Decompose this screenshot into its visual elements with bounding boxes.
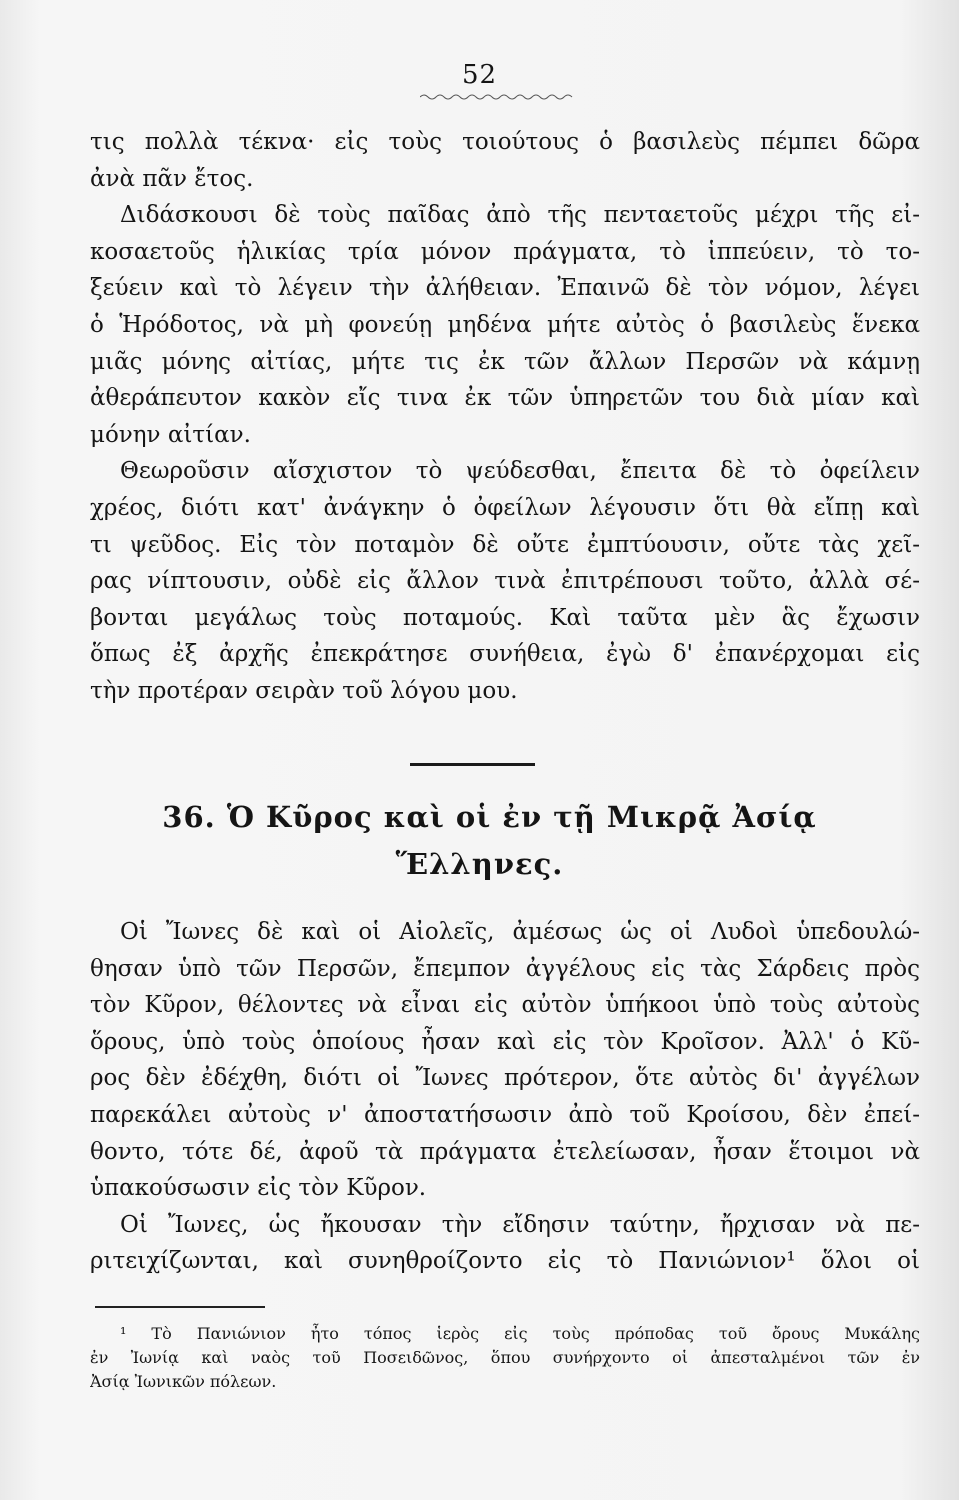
text-line: ρας νίπτουσιν, οὐδὲ εἰς ἄλλον τινὰ ἐπιτρέπουσι τοῦτο, ἀλλὰ σέ- — [90, 568, 920, 595]
text-line: ὅπως ἐξ ἀρχῆς ἐπεκράτησε συνήθεια, ἐγὼ δ' ἐπανέρχομαι εἰς — [90, 641, 920, 668]
text-line: ὁ Ἡρόδοτος, νὰ μὴ φονεύῃ μηδένα μήτε αὐτὸς ὁ βασιλεὺς ἕνεκα — [90, 311, 920, 338]
text-line: ἀνὰ πᾶν ἔτος. — [90, 165, 254, 192]
text-line: κοσαετοῦς ἡλικίας τρία μόνον πράγματα, τὸ ἱππεύειν, τὸ το- — [90, 238, 920, 265]
text-line: τὸν Κῦρον, θέλοντες νὰ εἶναι εἰς αὐτὸν ὑπήκοοι ὑπὸ τοὺς αὐτοὺς — [90, 992, 920, 1019]
section-heading: 36. Ὁ Κῦρος καὶ οἱ ἐν τῇ Μικρᾷ Ἀσίᾳ — [162, 800, 817, 834]
text-line: Οἱ Ἴωνες δὲ καὶ οἱ Αἰολεῖς, ἀμέσως ὡς οἱ Λυδοὶ ὑπεδουλώ- — [120, 919, 920, 945]
text-line: ὑπακούσωσιν εἰς τὸν Κῦρον. — [90, 1175, 427, 1202]
text-line: Οἱ Ἴωνες, ὡς ἤκουσαν τὴν εἴδησιν ταύτην, ἤρχισαν νὰ πε- — [120, 1211, 920, 1238]
text-line: ρος δὲν ἐδέχθη, διότι οἱ Ἴωνες πρότερον, ὅτε αὐτὸς δι' ἀγγέλων — [90, 1065, 920, 1092]
text-line: μόνην αἰτίαν. — [90, 421, 251, 448]
footnote-line: Ἀσίᾳ Ἰωνικῶν πόλεων. — [90, 1372, 277, 1391]
section-text-block — [90, 914, 920, 1280]
text-line: θοντο, τότε δέ, ἀφοῦ τὰ πράγματα ἐτελείωσαν, ἦσαν ἕτοιμοι νὰ — [90, 1138, 920, 1165]
text-line: τι ψεῦδος. Εἰς τὸν ποταμὸν δὲ οὔτε ἐμπτύουσιν, οὔτε τὰς χεῖ- — [90, 531, 920, 558]
text-line: μιᾶς μόνης αἰτίας, μήτε τις ἐκ τῶν ἄλλων Περσῶν νὰ κάμνῃ — [90, 348, 920, 375]
text-line: βονται μεγάλως τοὺς ποταμούς. Καὶ ταῦτα μὲν ἃς ἔχωσιν — [90, 604, 920, 631]
section-divider — [410, 763, 535, 766]
page-number-ornament — [420, 92, 575, 102]
footnote-line: ¹ Τὸ Πανιώνιον ἦτο τόπος ἱερὸς εἰς τοὺς πρόποδας τοῦ ὄρους Μυκάλης — [120, 1324, 920, 1343]
text-line: θησαν ὑπὸ τῶν Περσῶν, ἔπεμπον ἀγγέλους εἰς τὰς Σάρδεις πρὸς — [90, 955, 920, 982]
text-line: ἀθεράπευτον κακὸν εἴς τινα ἐκ τῶν ὑπηρετῶν του διὰ μίαν καὶ — [90, 385, 920, 412]
top-text-block — [90, 124, 920, 710]
text-line: τὴν προτέραν σειρὰν τοῦ λόγου μου. — [90, 677, 518, 704]
text-line: παρεκάλει αὐτοὺς ν' ἀποστατήσωσιν ἀπὸ τοῦ Κροίσου, δὲν ἐπεί- — [90, 1101, 920, 1128]
text-line: ξεύειν καὶ τὸ λέγειν τὴν ἀλήθειαν. Ἐπαινῶ δὲ τὸν νόμον, λέγει — [90, 275, 920, 302]
section-heading-continuation: Ἕλληνες. — [395, 847, 564, 881]
footnote-line: ἐν Ἰωνίᾳ καὶ ναὸς τοῦ Ποσειδῶνος, ὅπου συνήρχοντο οἱ ἀπεσταλμένοι τῶν ἐν — [90, 1348, 920, 1367]
text-line: Θεωροῦσιν αἴσχιστον τὸ ψεύδεσθαι, ἔπειτα δὲ τὸ ὀφείλειν — [120, 458, 920, 485]
footnote-block — [90, 1322, 920, 1394]
text-line: Διδάσκουσι δὲ τοὺς παῖδας ἀπὸ τῆς πενταετοῦς μέχρι τῆς εἰ- — [120, 202, 920, 229]
footnote-divider — [95, 1306, 265, 1308]
text-line: ὅρους, ὑπὸ τοὺς ὁποίους ἦσαν καὶ εἰς τὸν Κροῖσον. Ἀλλ' ὁ Κῦ- — [90, 1028, 920, 1055]
page-number: 52 — [461, 60, 498, 90]
text-line: τις πολλὰ τέκνα· εἰς τοὺς τοιούτους ὁ βασιλεὺς πέμπει δῶρα — [90, 129, 920, 155]
text-line: ριτειχίζωνται, καὶ συνηθροίζοντο εἰς τὸ Πανιώνιον¹ ὅλοι οἱ — [90, 1248, 920, 1275]
text-line: χρέος, διότι κατ' ἀνάγκην ὁ ὀφείλων λέγουσιν ὅτι θὰ εἴπῃ καὶ — [90, 494, 920, 521]
